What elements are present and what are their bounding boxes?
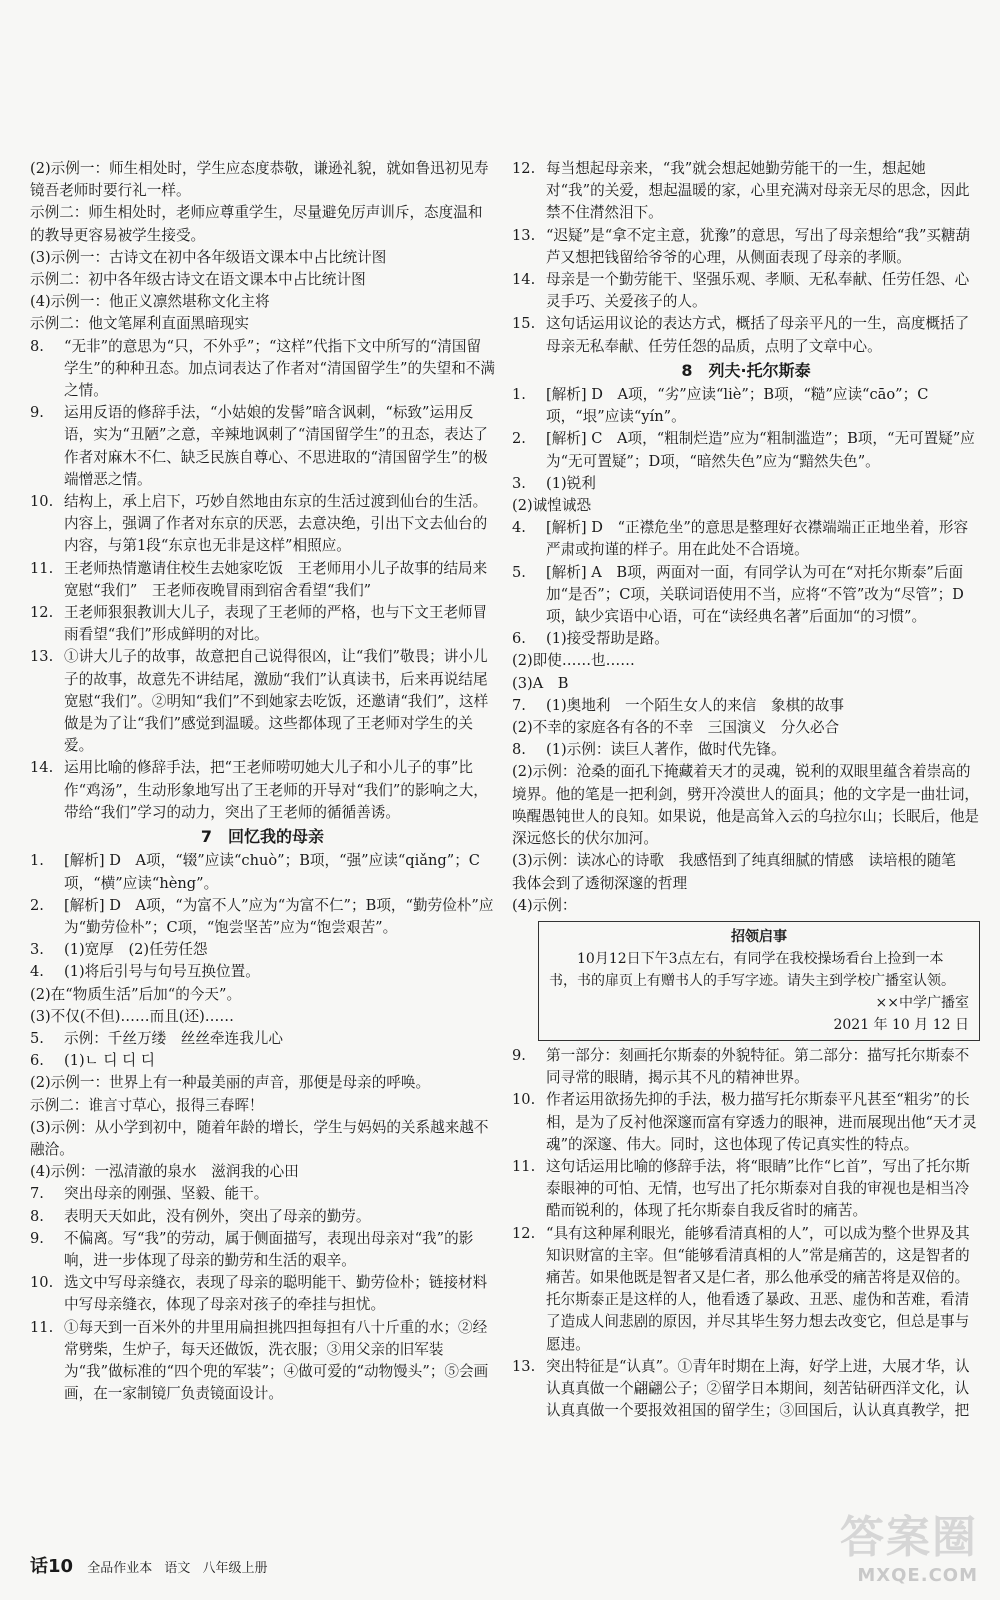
answer-number: 13.: [512, 226, 536, 244]
answer-number: 5.: [30, 1029, 44, 1047]
book-name: 全品作业本: [87, 1561, 153, 1576]
answer-text: 这句话运用比喻的修辞手法，将“眼睛”比作“匕首”，写出了托尔斯泰眼神的可怕、无情，也写出了托尔斯泰对自我的审视也是相当冷酷而锐利的，体现了托尔斯泰自我反省时的痛苦。: [546, 1157, 970, 1220]
answer-number: 7.: [30, 1185, 44, 1203]
answer-number: 8.: [512, 741, 526, 759]
answer-text: (4)示例一：他正义凛然堪称文化主将: [30, 293, 270, 311]
answer-number: 2.: [30, 896, 44, 914]
answer-item: [30, 158, 495, 202]
answer-number: 12.: [30, 604, 54, 622]
answer-text: 示例二：谁言寸草心，报得三春晖！: [30, 1096, 264, 1114]
answer-text: 示例二：初中各年级古诗文在语文课本中占比统计图: [30, 271, 366, 289]
answer-item: [30, 939, 495, 961]
answer-text: (1)ㄴ 디 디 디: [64, 1052, 155, 1070]
answer-text: 王老师热情邀请住校生去她家吃饭 王老师用小儿子故事的结局来宽慰“我们” 王老师夜晚冒雨到宿舍看望“我们”: [64, 559, 488, 599]
answer-text: ①每天到一百米外的井里用扁担挑四担每担有八十斤重的水；②经常劈柴，生炉子，每天还做饭，洗衣服；③用父亲的旧军装为“我”做标准的“四个兜的军装”；④做可爱的“动物馒头”；⑤会画画，在一家制镜厂负责镜面设计。: [64, 1318, 489, 1403]
answer-item: [30, 1161, 495, 1183]
answer-number: 9.: [30, 404, 44, 422]
left-column: [30, 158, 495, 1405]
grade-name: 八年级上册: [202, 1561, 268, 1576]
answer-item: [512, 1156, 980, 1223]
answer-text: (1)示例：读巨人著作，做时代先锋。: [546, 741, 786, 759]
answer-text: (4)示例：: [512, 896, 577, 914]
notice-title: 招领启事: [731, 928, 787, 945]
answer-number: 4.: [512, 519, 526, 537]
answer-number: 10.: [30, 1274, 54, 1292]
notice-box: [538, 921, 980, 1041]
answer-text: [解析] D “正襟危坐”的意思是整理好衣襟端端正正地坐着，形容严肃或拘谨的样子。用在此处不合语境。: [546, 519, 969, 559]
answer-item: [512, 1089, 980, 1156]
answer-item: [30, 757, 495, 824]
answer-item: [512, 1045, 980, 1089]
subject-name: 语文: [164, 1561, 191, 1576]
answer-number: 13.: [30, 648, 54, 666]
answer-item: [30, 1183, 495, 1205]
answer-item: [512, 739, 980, 761]
page-number: 话10: [30, 1556, 74, 1577]
answer-text: ①讲大儿子的故事，故意把自己说得很凶，让“我们”敬畏；讲小儿子的故事，故意先不讲结尾，激励“我们”认真读书，后来再说结尾宽慰“我们”。②明知“我们”不到她家去吃饭，还邀请“我们”，这样做是为了让“我们”感觉到温暖。这些都体现了王老师对学生的关爱。: [64, 648, 489, 755]
answer-item: [512, 1223, 980, 1356]
answer-text: 示例：千丝万缕 丝丝牵连我儿心: [64, 1029, 283, 1047]
answer-number: 2.: [512, 430, 526, 448]
answer-item: [512, 628, 980, 650]
answer-text: (3)示例：读冰心的诗歌 我感悟到了纯真细腻的情感 读培根的随笔 我体会到了透彻深邃的哲理: [512, 852, 971, 892]
answer-text: “迟疑”是“拿不定主意，犹豫”的意思，写出了母亲想给“我”买糖葫芦又想把钱留给爷爷的心理，从侧面表现了母亲的孝顺。: [546, 226, 971, 266]
answer-text: 突出母亲的刚强、坚毅、能干。: [64, 1185, 269, 1203]
answer-number: 6.: [30, 1052, 44, 1070]
answer-number: 10.: [512, 1091, 536, 1109]
answer-text: 这句话运用议论的表达方式，概括了母亲平凡的一生，高度概括了母亲无私奉献、任劳任怨的品质，点明了文章中心。: [546, 315, 970, 355]
answer-item: [30, 491, 495, 558]
answer-text: (1)奥地利 一个陌生女人的来信 象棋的故事: [546, 696, 844, 714]
answer-item: [512, 850, 980, 894]
answer-item: [30, 202, 495, 246]
answer-text: 母亲是一个勤劳能干、坚强乐观、孝顺、无私奉献、任劳任怨、心灵手巧、关爱孩子的人。: [546, 271, 970, 311]
answer-text: 结构上，承上启下，巧妙自然地由东京的生活过渡到仙台的生活。内容上，强调了作者对东京的厌恶，去意决绝，引出下文去仙台的内容，与第1段“东京也无非是这样”相照应。: [64, 493, 488, 555]
answer-item: [512, 562, 980, 629]
watermark-url: MXQE.COM: [857, 1565, 978, 1586]
answer-text: “具有这种犀利眼光，能够看清真相的人”，可以成为整个世界及其知识财富的主宰。但“能够看清真相的人”常是痛苦的，这是智者的痛苦。如果他既是智者又是仁者，那么他承受的痛苦将是双倍的。托尔斯泰正是这样的人，他看透了暴政、丑恶、虚伪和苦难，看清了造成人间悲剧的原因，并尽其毕生努力想去改变它，但总是事与愿违。: [546, 1224, 970, 1353]
answer-number: 5.: [512, 563, 526, 581]
answer-number: 14.: [512, 271, 536, 289]
answer-item: [30, 291, 495, 313]
answer-item: [30, 1228, 495, 1272]
notice-date: 2021 年 10 月 12 日: [833, 1016, 969, 1033]
answer-number: 11.: [30, 1318, 54, 1336]
answer-number: 3.: [512, 474, 526, 492]
answer-text: (2)即使……也……: [512, 652, 635, 670]
answer-number: 10.: [30, 493, 54, 511]
answer-number: 4.: [30, 963, 44, 981]
answer-item: [512, 1356, 980, 1423]
answer-item: [512, 269, 980, 313]
answer-text: 第一部分：刻画托尔斯泰的外貌特征。第二部分：描写托尔斯泰不同寻常的眼睛，揭示其不凡的精神世界。: [546, 1046, 970, 1087]
answer-item: [30, 984, 495, 1006]
answer-text: “无非”的意思为“只，不外乎”；“这样”代指下文中所写的“清国留学生”的种种丑态。加点词表达了作者对“清国留学生”的失望和不满之情。: [64, 337, 496, 400]
right-column: [512, 158, 980, 1422]
answer-number: 11.: [512, 1157, 536, 1175]
answer-text: 不偏离。写“我”的劳动，属于侧面描写，表现出母亲对“我”的影响，进一步体现了母亲的勤劳和生活的艰辛。: [64, 1229, 474, 1269]
answer-number: 12.: [512, 160, 536, 177]
answer-number: 1.: [30, 852, 44, 870]
answer-item: [30, 1028, 495, 1050]
answer-text: (1)接受帮助是路。: [546, 630, 669, 648]
answer-text: [解析] C A项，“粗制烂造”应为“粗制滥造”；B项，“无可置疑”应为“无可置疑”；D项，“暗然失色”应为“黯然失色”。: [546, 430, 975, 470]
answer-item: [512, 495, 980, 517]
answer-text: [解析] D A项，“辍”应读“chuò”；B项，“强”应读“qiǎng”；C项，“横”应读“hèng”。: [64, 852, 480, 892]
answer-text: 示例二：师生相处时，老师应尊重学生，尽量避免厉声训斥，态度温和的教导更容易被学生接受。: [30, 204, 483, 244]
answer-number: 8.: [30, 337, 44, 355]
answer-number: 9.: [512, 1046, 526, 1064]
answer-number: 13.: [512, 1357, 536, 1375]
answer-text: 运用反语的修辞手法，“小姑娘的发髻”暗含讽刺，“标致”运用反语，实为“丑陋”之意，辛辣地讽刺了“清国留学生”的丑态，表达了作者对麻木不仁、缺乏民族自尊心、不思进取的“清国留学生”的极端憎恶之情。: [64, 404, 488, 488]
answer-text: 选文中写母亲缝衣，表现了母亲的聪明能干、勤劳俭朴；链接材料中写母亲缝衣，体现了母亲对孩子的牵挂与担忧。: [64, 1274, 488, 1314]
answer-text: 示例二：他文笔犀利直面黑暗现实: [30, 315, 249, 333]
answer-item: [512, 428, 980, 472]
answer-number: 15.: [512, 315, 536, 333]
answer-item: [512, 517, 980, 561]
answer-text: [解析] A B项，两面对一面，有同学认为可在“对托尔斯泰”后面加“是否”；C项，关联词语使用不当，应将“不管”改为“尽管”；D项，缺少宾语中心语，可在“读经典名著”后面加“的习惯”。: [546, 563, 964, 626]
answer-item: [512, 225, 980, 269]
answer-item: [512, 717, 980, 739]
answer-item: [512, 895, 980, 917]
answer-item: [30, 1006, 495, 1028]
answer-text: 王老师狠狠教训大儿子，表现了王老师的严格，也与下文王老师冒雨看望“我们”形成鲜明的对比。: [64, 604, 488, 644]
watermark-logo-text: 答案圈: [840, 1512, 978, 1563]
answer-text: (3)示例一：古诗文在初中各年级语文课本中占比统计图: [30, 248, 387, 266]
answer-item: [30, 1050, 495, 1072]
answer-item: [512, 695, 980, 717]
notice-signature: ××中学广播室: [875, 994, 969, 1011]
answer-text: (2)在“物质生活”后加“的今天”。: [30, 985, 242, 1003]
answer-item: [512, 473, 980, 495]
answer-item: [30, 313, 495, 335]
answer-item: [30, 646, 495, 757]
answer-item: [30, 402, 495, 491]
answer-item: [30, 1206, 495, 1228]
answer-number: 7.: [512, 696, 526, 714]
answer-item: [30, 336, 495, 403]
answer-text: (2)不幸的家庭各有各的不幸 三国演义 分久必合: [512, 719, 840, 737]
answer-number: 3.: [30, 941, 44, 959]
answer-text: (3)不仅(不但)……而且(还)……: [30, 1007, 234, 1025]
answer-item: [512, 673, 980, 695]
answer-text: (2)诚惶诚恐: [512, 497, 592, 515]
answer-number: 8.: [30, 1207, 44, 1225]
answer-text: (2)示例：沧桑的面孔下掩藏着天才的灵魂，锐利的双眼里蕴含着崇高的境界。他的笔是一把利剑，劈开冷漠世人的面具；他的文字是一曲壮词，唤醒愚钝世人的良知。如果说，他是高耸入云的乌拉尔山；长眠后，他是深远悠长的伏尔加河。: [512, 763, 980, 848]
answer-text: [解析] D A项，“为富不人”应为“为富不仁”；B项，“勤劳俭朴”应为“勤劳俭朴”；C项，“饱尝坚苦”应为“饱尝艰苦”。: [64, 896, 494, 936]
answer-text: 每当想起母亲来，“我”就会想起她勤劳能干的一生，想起她对“我”的关爱，想起温暖的家，心里充满对母亲无尽的思念，因此禁不住潸然泪下。: [546, 160, 970, 222]
answer-text: 作者运用欲扬先抑的手法，极力描写托尔斯泰平凡甚至“粗劣”的长相，是为了反衬他深邃而富有穿透力的眼神，进而展现出他“天才灵魂”的深邃、伟大。同时，这也体现了传记真实性的特点。: [546, 1091, 977, 1153]
answer-item: [512, 384, 980, 428]
answer-number: 9.: [30, 1229, 44, 1247]
answer-item: [30, 1072, 495, 1094]
section-title: 8 列夫·托尔斯泰: [681, 360, 811, 380]
answer-item: [30, 269, 495, 291]
answer-item: [30, 558, 495, 602]
answer-text: (1)锐利: [546, 474, 596, 492]
answer-number: 11.: [30, 559, 54, 577]
answer-item: [30, 1095, 495, 1117]
answer-item: [30, 895, 495, 939]
answer-number: 6.: [512, 630, 526, 648]
answer-text: [解析] D A项，“劣”应读“liè”；B项，“糙”应读“cāo”；C项，“垠”应读“yín”。: [546, 386, 929, 426]
page-footer: [30, 1552, 276, 1578]
answer-text: (3)A B: [512, 674, 569, 692]
answer-item: [512, 313, 980, 357]
watermark: [840, 1501, 978, 1586]
section-title: 7 回忆我的母亲: [200, 827, 325, 847]
answer-item: [30, 1117, 495, 1161]
answer-text: 运用比喻的修辞手法，把“王老师唠叨她大儿子和小儿子的事”比作“鸡汤”，生动形象地写出了王老师的开导对“我们”的影响之大，带给“我们”学习的动力，突出了王老师的循循善诱。: [64, 759, 488, 821]
answer-number: 12.: [512, 1224, 536, 1242]
answer-item: [512, 650, 980, 672]
answer-item: [30, 850, 495, 894]
answer-text: (3)示例：从小学到初中，随着年龄的增长，学生与妈妈的关系越来越不融洽。: [30, 1118, 489, 1158]
answer-item: [30, 247, 495, 269]
answer-text: (1)将后引号与句号互换位置。: [64, 963, 260, 981]
answer-number: 14.: [30, 759, 54, 777]
answer-text: (4)示例：一泓清澈的泉水 滋润我的心田: [30, 1163, 299, 1181]
answer-text: (2)示例一：世界上有一种最美丽的声音，那便是母亲的呼唤。: [30, 1074, 431, 1092]
answer-item: [30, 1317, 495, 1406]
answer-item: [30, 602, 495, 646]
answer-item: [30, 1272, 495, 1316]
answer-text: 突出特征是“认真”。①青年时期在上海，好学上进，大展才华，认认真真做一个翩翩公子；②留学日本期间，刻苦钻研西洋文化，认认真真做一个要报效祖国的留学生；③回国后，认认真真教学，把: [546, 1357, 970, 1420]
answer-item: [512, 761, 980, 850]
answer-item: [30, 961, 495, 983]
notice-body: 10月12日下午3点左右，有同学在我校操场看台上捡到一本书，书的扉页上有赠书人的手写字迹。请失主到学校广播室认领。: [549, 950, 955, 989]
answer-item: [512, 158, 980, 225]
answer-text: (1)宽厚 (2)任劳任怨: [64, 941, 208, 959]
answer-number: 1.: [512, 386, 526, 404]
answer-text: 表明天天如此，没有例外，突出了母亲的勤劳。: [64, 1207, 371, 1225]
answer-text: (2)示例一：师生相处时，学生应态度恭敬，谦逊礼貌，就如鲁迅初见寿镜吾老师时要行礼一样。: [30, 160, 489, 200]
